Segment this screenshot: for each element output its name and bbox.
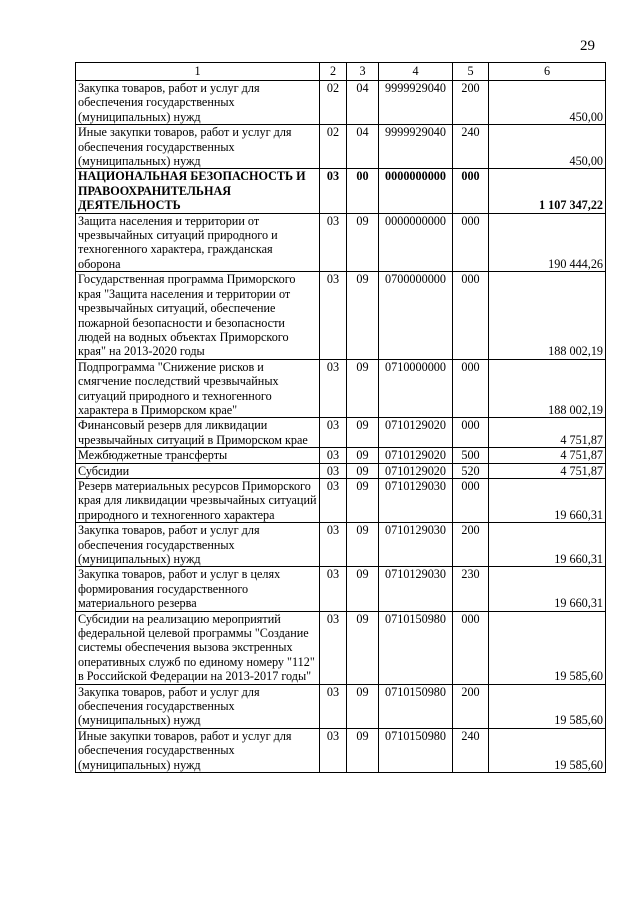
table-row <box>76 728 606 772</box>
row-target-code: 0710129020 <box>379 418 453 448</box>
row-subsection: 09 <box>347 359 379 418</box>
row-target-code: 9999929040 <box>379 81 453 125</box>
row-target-code: 0710150980 <box>379 684 453 728</box>
row-target-code: 0710000000 <box>379 359 453 418</box>
row-sum: 4 751,87 <box>489 448 606 463</box>
row-name: НАЦИОНАЛЬНАЯ БЕЗОПАСНОСТЬ И ПРАВООХРАНИТЕЛЬНАЯ ДЕЯТЕЛЬНОСТЬ <box>76 169 320 213</box>
row-subsection: 09 <box>347 272 379 359</box>
row-target-code: 9999929040 <box>379 125 453 169</box>
table-row <box>76 567 606 611</box>
column-header: 1 <box>76 63 320 81</box>
row-section: 02 <box>320 81 347 125</box>
row-section: 03 <box>320 684 347 728</box>
row-name: Закупка товаров, работ и услуг для обеспечения государственных (муниципальных) нужд <box>76 523 320 567</box>
row-name: Иные закупки товаров, работ и услуг для обеспечения государственных (муниципальных) нужд <box>76 125 320 169</box>
row-expense-type: 000 <box>453 418 489 448</box>
row-name: Защита населения и территории от чрезвычайных ситуаций природного и техногенного характера, гражданская оборона <box>76 213 320 272</box>
row-section: 03 <box>320 611 347 684</box>
row-subsection: 09 <box>347 523 379 567</box>
row-name: Закупка товаров, работ и услуг для обеспечения государственных (муниципальных) нужд <box>76 684 320 728</box>
row-subsection: 04 <box>347 81 379 125</box>
row-subsection: 09 <box>347 728 379 772</box>
row-sum: 4 751,87 <box>489 418 606 448</box>
table-row <box>76 213 606 272</box>
table-row <box>76 125 606 169</box>
table-row <box>76 523 606 567</box>
row-sum: 450,00 <box>489 125 606 169</box>
row-expense-type: 500 <box>453 448 489 463</box>
row-subsection: 09 <box>347 684 379 728</box>
row-sum: 188 002,19 <box>489 359 606 418</box>
column-header: 6 <box>489 63 606 81</box>
row-section: 03 <box>320 359 347 418</box>
row-section: 03 <box>320 728 347 772</box>
row-name: Межбюджетные трансферты <box>76 448 320 463</box>
column-header: 2 <box>320 63 347 81</box>
row-expense-type: 000 <box>453 213 489 272</box>
table-row <box>76 272 606 359</box>
row-section: 02 <box>320 125 347 169</box>
row-section: 03 <box>320 169 347 213</box>
row-section: 03 <box>320 418 347 448</box>
row-expense-type: 240 <box>453 125 489 169</box>
table-row-section-total <box>76 169 606 213</box>
row-section: 03 <box>320 478 347 522</box>
row-target-code: 0710129020 <box>379 448 453 463</box>
row-name: Иные закупки товаров, работ и услуг для обеспечения государственных (муниципальных) нужд <box>76 728 320 772</box>
row-sum: 19 660,31 <box>489 478 606 522</box>
row-expense-type: 240 <box>453 728 489 772</box>
table-row <box>76 611 606 684</box>
row-name: Государственная программа Приморского края "Защита населения и территории от чрезвычайных ситуаций, обеспечение пожарной безопасности и безопасности людей на водных объектах Приморского края" на 2013-2020 годы <box>76 272 320 359</box>
row-target-code: 0000000000 <box>379 169 453 213</box>
row-section: 03 <box>320 523 347 567</box>
row-expense-type: 000 <box>453 169 489 213</box>
column-header: 5 <box>453 63 489 81</box>
row-target-code: 0000000000 <box>379 213 453 272</box>
table-row <box>76 684 606 728</box>
row-sum: 19 660,31 <box>489 567 606 611</box>
row-target-code: 0710150980 <box>379 728 453 772</box>
table-row <box>76 359 606 418</box>
row-name: Закупка товаров, работ и услуг в целях формирования государственного материального резерва <box>76 567 320 611</box>
row-section: 03 <box>320 448 347 463</box>
row-subsection: 09 <box>347 567 379 611</box>
row-section: 03 <box>320 463 347 478</box>
row-name: Субсидии <box>76 463 320 478</box>
row-name: Закупка товаров, работ и услуг для обеспечения государственных (муниципальных) нужд <box>76 81 320 125</box>
row-expense-type: 000 <box>453 478 489 522</box>
row-target-code: 0710150980 <box>379 611 453 684</box>
table-row <box>76 463 606 478</box>
row-expense-type: 520 <box>453 463 489 478</box>
row-subsection: 09 <box>347 611 379 684</box>
table-row <box>76 418 606 448</box>
row-expense-type: 230 <box>453 567 489 611</box>
row-subsection: 09 <box>347 213 379 272</box>
column-header: 3 <box>347 63 379 81</box>
row-sum: 1 107 347,22 <box>489 169 606 213</box>
row-section: 03 <box>320 213 347 272</box>
row-target-code: 0710129030 <box>379 478 453 522</box>
row-subsection: 09 <box>347 478 379 522</box>
row-expense-type: 000 <box>453 359 489 418</box>
row-expense-type: 200 <box>453 523 489 567</box>
row-sum: 190 444,26 <box>489 213 606 272</box>
table-row <box>76 448 606 463</box>
row-target-code: 0700000000 <box>379 272 453 359</box>
row-name: Субсидии на реализацию мероприятий федеральной целевой программы "Создание системы обеспечения вызова экстренных оперативных служб по единому номеру "112" в Российской Федерации на 2013-2017 годы" <box>76 611 320 684</box>
row-sum: 188 002,19 <box>489 272 606 359</box>
row-name: Резерв материальных ресурсов Приморского края для ликвидации чрезвычайных ситуаций природного и техногенного характера <box>76 478 320 522</box>
row-sum: 19 585,60 <box>489 611 606 684</box>
row-expense-type: 000 <box>453 272 489 359</box>
row-section: 03 <box>320 567 347 611</box>
row-sum: 19 585,60 <box>489 728 606 772</box>
row-expense-type: 200 <box>453 81 489 125</box>
row-target-code: 0710129030 <box>379 523 453 567</box>
page-number: 29 <box>580 38 595 54</box>
row-expense-type: 200 <box>453 684 489 728</box>
column-header: 4 <box>379 63 453 81</box>
row-name: Подпрограмма "Снижение рисков и смягчение последствий чрезвычайных ситуаций природного и техногенного характера в Приморском крае" <box>76 359 320 418</box>
table-row <box>76 478 606 522</box>
row-subsection: 00 <box>347 169 379 213</box>
row-subsection: 09 <box>347 463 379 478</box>
table-row <box>76 81 606 125</box>
row-sum: 450,00 <box>489 81 606 125</box>
row-sum: 19 660,31 <box>489 523 606 567</box>
row-sum: 4 751,87 <box>489 463 606 478</box>
row-subsection: 09 <box>347 448 379 463</box>
row-expense-type: 000 <box>453 611 489 684</box>
header-row <box>76 63 606 81</box>
row-target-code: 0710129030 <box>379 567 453 611</box>
budget-table <box>75 62 606 773</box>
row-target-code: 0710129020 <box>379 463 453 478</box>
row-subsection: 09 <box>347 418 379 448</box>
row-sum: 19 585,60 <box>489 684 606 728</box>
row-name: Финансовый резерв для ликвидации чрезвычайных ситуаций в Приморском крае <box>76 418 320 448</box>
row-subsection: 04 <box>347 125 379 169</box>
row-section: 03 <box>320 272 347 359</box>
